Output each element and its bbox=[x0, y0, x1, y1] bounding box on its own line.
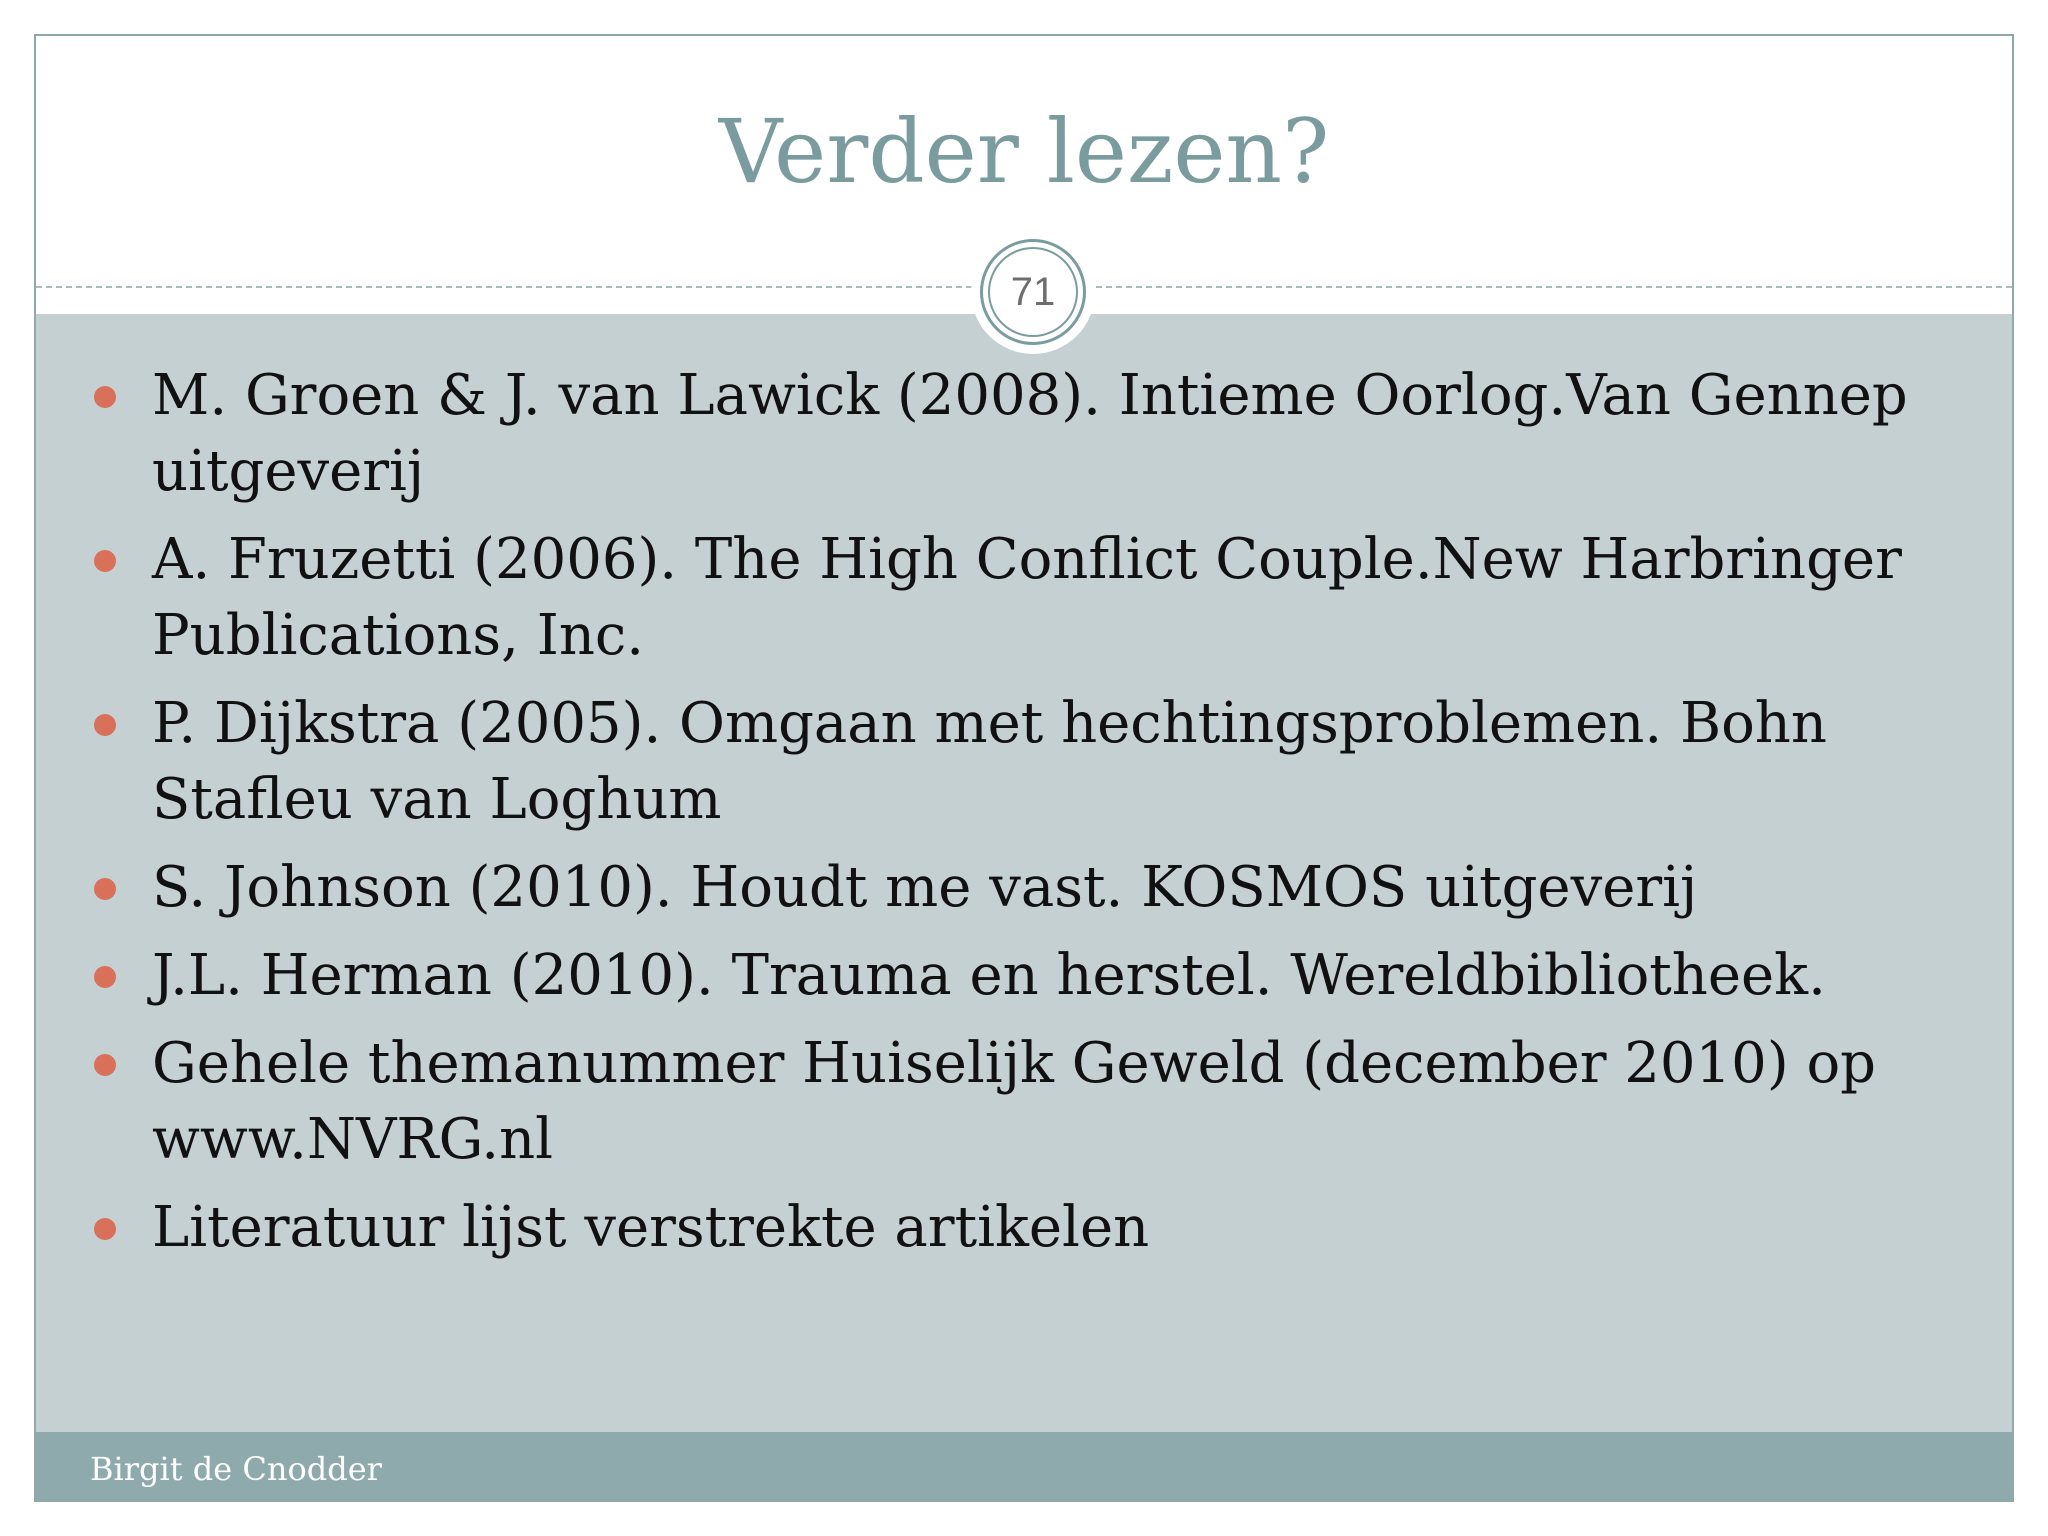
bullet-dot-icon bbox=[94, 966, 116, 988]
reading-list bbox=[36, 358, 1996, 1278]
footer bbox=[36, 1432, 2012, 1502]
list-item-text: Literatuur lijst verstrekte artikelen bbox=[152, 1195, 1150, 1260]
list-item bbox=[36, 358, 1996, 510]
list-item-text: S. Johnson (2010). Houdt me vast. KOSMOS uitgeverij bbox=[152, 855, 1698, 920]
list-item bbox=[36, 686, 1996, 838]
list-item bbox=[36, 1026, 1996, 1178]
bullet-dot-icon bbox=[94, 1054, 116, 1076]
list-item-text: P. Dijkstra (2005). Omgaan met hechtingsproblemen. Bohn Stafleu van Loghum bbox=[152, 691, 1827, 832]
list-item bbox=[36, 850, 1996, 926]
bullet-dot-icon bbox=[94, 878, 116, 900]
list-item bbox=[36, 938, 1996, 1014]
bullet-dot-icon bbox=[94, 550, 116, 572]
footer-author: Birgit de Cnodder bbox=[90, 1450, 382, 1488]
bullet-dot-icon bbox=[94, 386, 116, 408]
slide-title: Verder lezen? bbox=[718, 100, 1330, 203]
list-item bbox=[36, 522, 1996, 674]
list-item-text: J.L. Herman (2010). Trauma en herstel. Wereldbibliotheek. bbox=[152, 943, 1826, 1008]
page-number: 71 bbox=[988, 247, 1078, 337]
bullet-dot-icon bbox=[94, 714, 116, 736]
slide bbox=[34, 34, 2014, 1502]
page-number-badge bbox=[980, 239, 1086, 345]
list-item-text: Gehele themanummer Huiselijk Geweld (december 2010) op www.NVRG.nl bbox=[152, 1031, 1877, 1172]
list-item-text: M. Groen & J. van Lawick (2008). Intieme Oorlog.Van Gennep uitgeverij bbox=[152, 363, 1908, 504]
bullet-dot-icon bbox=[94, 1218, 116, 1240]
list-item-text: A. Fruzetti (2006). The High Conflict Couple.New Harbringer Publications, Inc. bbox=[152, 527, 1902, 668]
list-item bbox=[36, 1190, 1996, 1266]
